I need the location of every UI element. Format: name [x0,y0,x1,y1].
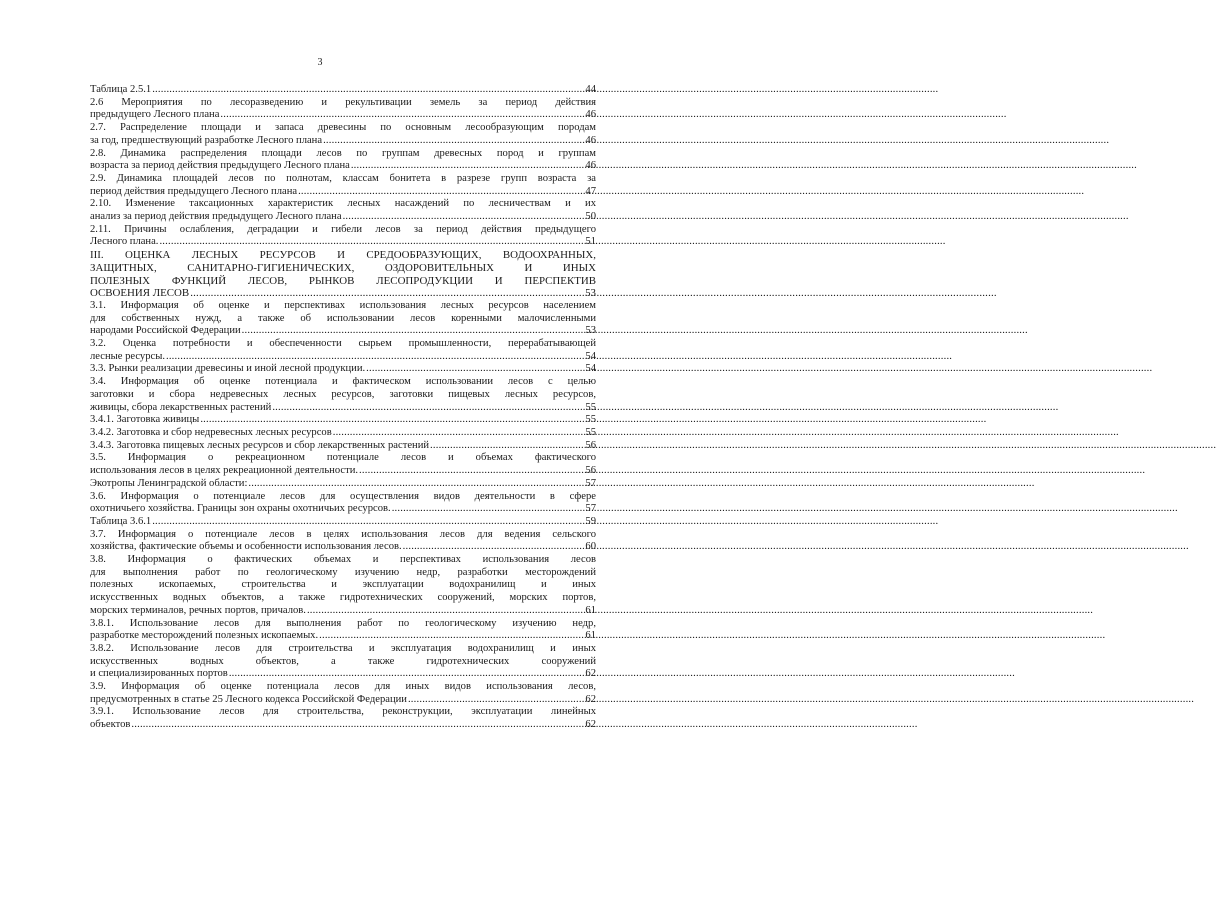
toc-entry-line: 3.9.1. Использование лесов для строительства, реконструкции, эксплуатации линейных [90,706,596,718]
toc-entry[interactable] [90,529,596,554]
toc-entry-line: искусственных водных объектов, а также гидротехнических сооружений [90,655,596,667]
toc-entry[interactable] [90,491,596,516]
toc-page-number: 53 [585,325,596,337]
toc-entry[interactable] [90,148,596,173]
page-number: 3 [317,57,323,68]
toc-entry[interactable] [90,173,596,186]
toc-page-number: 54 [585,363,596,375]
toc-entry-title: ОСВОЕНИЯ ЛЕСОВ [90,287,190,300]
toc-page-number: 55 [585,426,596,438]
dot-leader [333,427,585,440]
toc-entry[interactable] [90,427,596,440]
toc-entry[interactable] [90,186,596,199]
dot-leader [323,135,584,148]
toc-entry-title: предыдущего Лесного плана [90,109,220,121]
toc-page-number: 55 [585,401,596,413]
toc-entry-title: охотничьего хозяйства. Границы зон охраны охотничьих ресурсов. [90,503,391,515]
toc-entry-title: предусмотренных в статье 25 Лесного кодекса Российской Федерации [90,693,407,705]
toc-entry-line: ЗАЩИТНЫХ, САНИТАРНО-ГИГИЕНИЧЕСКИХ, ОЗДОРОВИТЕЛЬНЫХ И ИНЫХ [90,261,596,274]
toc-entry-title: возраста за период действия предыдущего Лесного плана [90,160,350,172]
toc-entry-line: заготовки и сбора недревесных лесных ресурсов, заготовки пищевых лесных ресурсов, [90,388,596,400]
dot-leader [248,478,584,491]
toc-page-number: 53 [585,287,596,300]
dot-leader [319,630,584,643]
toc-entry[interactable] [90,516,596,529]
toc-entry-line: 3.8.2. Использование лесов для строительства и эксплуатация водохранилищ и иных [90,642,596,654]
toc-entry-title: морских терминалов, речных портов, причалов. [90,604,306,616]
toc-page-number: 60 [585,541,596,553]
toc-entry[interactable] [90,376,596,414]
toc-page-number: 57 [585,503,596,515]
toc-entry-line: ПОЛЕЗНЫХ ФУНКЦИЙ ЛЕСОВ, РЫНКОВ ЛЕСОПРОДУКЦИИ И ПЕРСПЕКТИВ [90,274,596,287]
toc-entry-title: 3.4.2. Заготовка и сбор недревесных лесных ресурсов [90,426,332,438]
toc-page-number: 55 [585,414,596,426]
toc-entry-line: полезных ископаемых, строительства и эксплуатации водохранилищ и иных [90,579,596,591]
toc-entry[interactable] [90,363,596,376]
dot-leader [403,541,585,554]
toc-entry[interactable] [90,84,596,97]
toc-entry-line: 2.10. Изменение таксационных характеристик лесных насаждений по лесничествам и их [90,198,596,210]
toc-page-number: 61 [585,604,596,616]
toc-page-number: 56 [585,465,596,477]
toc-entry-line: для выполнения работ по геологическому изучению недр, разработки месторождений [90,566,596,578]
toc-page-number: 59 [585,515,596,527]
dot-leader [392,503,585,516]
toc-entry-line: 2.7. Распределение площади и запаса древесины по основным лесообразующим породам [90,122,596,134]
dot-leader [307,605,584,618]
dot-leader [408,694,584,707]
toc-entry[interactable] [90,554,596,618]
toc-entry[interactable] [90,706,596,731]
toc-entry-line: 2.6 Мероприятия по лесоразведению и рекультивации земель за период действия [90,96,596,108]
toc-entry-title: за год, предшествующий разработке Лесного плана [90,134,323,146]
dot-leader [131,719,584,732]
toc-entry[interactable] [90,249,596,300]
toc-page-number: 46 [585,109,596,121]
dot-leader [152,84,584,97]
toc-entry-title: 3.3. Рынки реализации древесины и иной лесной продукции. [90,363,366,375]
dot-leader [220,109,584,122]
toc-entry-line: 3.9. Информация об оценке потенциала лесов для иных видов использования лесов, [90,681,596,693]
toc-entry-line: 3.8. Информация о фактических объемах и перспективах использования лесов [90,554,596,566]
dot-leader [190,287,584,300]
toc-page-number: 62 [585,693,596,705]
toc-page-number: 51 [585,236,596,248]
toc-entry[interactable] [90,122,596,147]
toc-entry-title: использования лесов в целях рекреационной деятельности. [90,465,359,477]
toc-entry[interactable] [90,618,596,643]
toc-entry-title: 3.4.3. Заготовка пищевых лесных ресурсов и сбор лекарственных растений [90,439,430,451]
toc-entry-line: 2.8. Динамика распределения площади лесов по группам древесных пород и группам [90,147,596,159]
toc-entry[interactable] [90,452,596,477]
toc-entry-line: III. ОЦЕНКА ЛЕСНЫХ РЕСУРСОВ И СРЕДООБРАЗУЮЩИХ, ВОДООХРАННЫХ, [90,249,596,262]
dot-leader [152,516,584,529]
toc-page-number: 62 [585,719,596,731]
toc-entry[interactable] [90,414,596,427]
dot-leader [430,440,584,453]
toc-entry-line: 3.7. Информация о потенциале лесов в целях использования лесов для ведения сельского [90,528,596,540]
dot-leader [229,668,585,681]
toc-entry-title: Таблица 2.5.1 [90,84,152,95]
toc-page-number: 54 [585,350,596,362]
toc-entry-title: 3.4.1. Заготовка живицы [90,414,200,426]
toc-page-number: 46 [585,160,596,172]
toc-entry-line: 3.1. Информация об оценке и перспективах использования лесных ресурсов населением [90,299,596,311]
toc-page-number: 61 [585,630,596,642]
toc-entry-line: искусственных водных объектов, а также гидротехнических сооружений, морских портов, [90,592,596,604]
dot-leader [242,325,585,338]
toc-entry[interactable] [90,300,596,338]
dot-leader [166,351,584,364]
toc-page-number: 47 [585,185,596,197]
dot-leader [200,414,584,427]
toc-entry-title: лесные ресурсы. [90,350,165,362]
toc-entry-title: разработке месторождений полезных ископаемых. [90,630,319,642]
dot-leader [272,402,584,415]
dot-leader [359,465,584,478]
toc-entry-line: 2.11. Причины ослабления, деградации и гибели лесов за период действия предыдущего [90,223,596,235]
toc-entry-title: живицы, сбора лекарственных растений [90,401,272,413]
toc-entry-title: период действия предыдущего Лесного плана [90,185,298,197]
table-of-contents [90,84,596,732]
toc-page-number: 62 [585,668,596,680]
dot-leader [343,211,585,224]
toc-entry-title: 2.9. Динамика площадей лесов по полнотам, классам бонитета в разрезе групп возраста за [90,172,596,184]
toc-entry-title: народами Российской Федерации [90,325,241,337]
dot-leader [351,160,585,173]
toc-entry-line: 3.4. Информация об оценке потенциала и фактическом использовании лесов с целью [90,376,596,388]
toc-entry[interactable] [90,643,596,681]
toc-entry-title: анализ за период действия предыдущего Лесного плана [90,211,342,223]
toc-entry[interactable] [90,338,596,363]
dot-leader [298,186,584,199]
toc-page-number: 44 [585,84,596,95]
toc-entry-title: Экотропы Ленинградской области: [90,477,248,489]
toc-entry[interactable] [90,478,596,491]
toc-entry-title: и специализированных портов [90,668,228,680]
toc-page-number: 57 [585,477,596,489]
toc-entry[interactable] [90,97,596,122]
toc-entry-title: Таблица 3.6.1 [90,515,152,527]
dot-leader [366,363,584,376]
toc-entry-title: Лесного плана. [90,236,159,248]
dot-leader [159,236,584,249]
toc-page-number: 50 [585,211,596,223]
toc-entry[interactable] [90,198,596,223]
toc-entry-line: 3.2. Оценка потребности и обеспеченности сырьем промышленности, перерабатывающей [90,338,596,350]
toc-entry-line: 3.8.1. Использование лесов для выполнения работ по геологическому изучению недр, [90,617,596,629]
toc-entry-line: 3.6. Информация о потенциале лесов для осуществления видов деятельности в сфере [90,490,596,502]
toc-entry[interactable] [90,224,596,249]
toc-entry-title: объектов [90,719,131,731]
toc-entry[interactable] [90,681,596,706]
toc-page-number: 56 [585,439,596,451]
toc-entry-line: для собственных нужд, а также об использовании лесов коренными малочисленными [90,312,596,324]
toc-entry[interactable] [90,440,596,453]
toc-page-number: 46 [585,134,596,146]
toc-entry-line: 3.5. Информация о рекреационном потенциале лесов и объемах фактического [90,452,596,464]
toc-entry-title: хозяйства, фактические объемы и особенности использования лесов. [90,541,402,553]
